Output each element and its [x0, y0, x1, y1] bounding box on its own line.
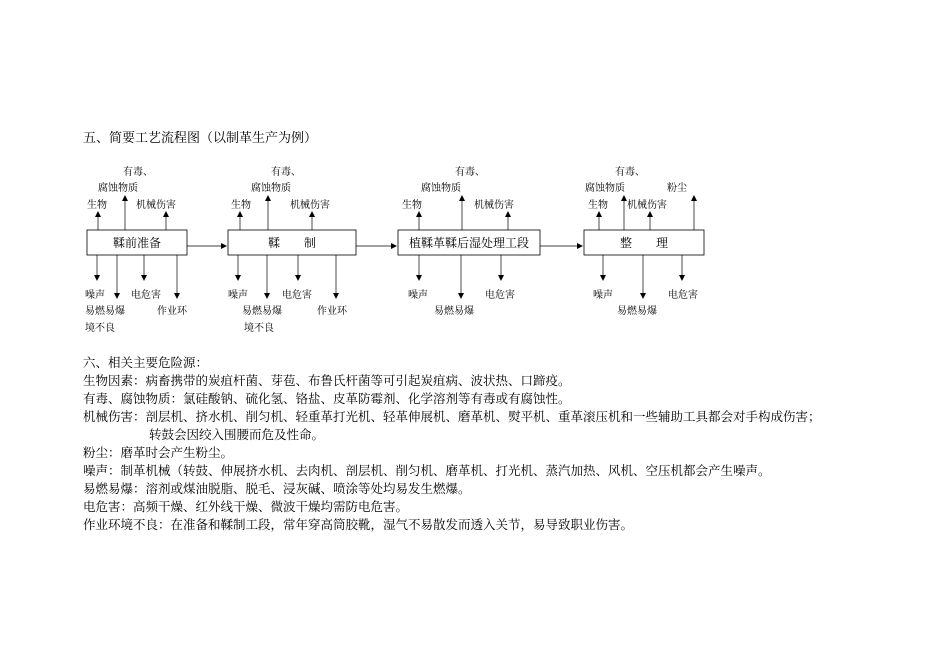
s2-label-env-1: 作业环: [317, 306, 347, 317]
s1-label-elec: 电危害: [131, 290, 161, 301]
s2-label-toxic-1: 有毒、: [271, 167, 301, 178]
s4-label-toxic-2: 腐蚀物质: [585, 183, 625, 194]
s1-label-mech: 机械伤害: [136, 200, 176, 211]
s3-label-mech: 机械伤害: [474, 200, 514, 211]
s3-label-toxic-1: 有毒、: [455, 167, 485, 178]
hazard-line-env: 作业环境不良：在准备和鞣制工段，常年穿高筒胶靴，湿气不易散发而透入关节，易导致职业伤害。: [83, 517, 634, 532]
s3-label-fire: 易燃易爆: [434, 306, 474, 317]
s1-label-env-1: 作业环: [157, 306, 187, 317]
section-5-title: 五、简要工艺流程图（以制革生产为例）: [83, 131, 318, 146]
stage-3-label: 植鞣革鞣后湿处理工段: [408, 236, 529, 250]
s2-label-bio: 生物: [231, 200, 251, 211]
s2-label-fire: 易燃易爆: [242, 306, 282, 317]
s4-label-elec: 电危害: [668, 290, 698, 301]
s1-label-fire: 易燃易爆: [85, 306, 125, 317]
hazard-line-mech-cont: 转鼓会因绞入围腰而危及性命。: [149, 427, 325, 442]
hazard-line-fire: 易燃易爆：溶剂或煤油脱脂、脱毛、浸灰碱、喷涂等处均易发生燃爆。: [83, 481, 471, 496]
hazard-line-noise: 噪声：制革机械（转鼓、伸展挤水机、去肉机、剖层机、削匀机、磨革机、打光机、蒸汽加热、风机、空压机都会产生噪声。: [83, 463, 771, 478]
s3-label-noise: 噪声: [408, 290, 428, 301]
s2-label-mech: 机械伤害: [290, 200, 330, 211]
stage-2-label: 鞣 制: [267, 236, 316, 250]
hazard-line-bio: 生物因素：病畜携带的炭疽杆菌、芽苞、布鲁氏杆菌等可引起炭疽病、波状热、口蹄疫。: [83, 373, 571, 388]
s4-label-toxic-1: 有毒、: [615, 167, 645, 178]
s2-label-noise: 噪声: [228, 290, 248, 301]
section-6-title: 六、相关主要危险源：: [83, 355, 209, 370]
s3-label-elec: 电危害: [485, 290, 515, 301]
s1-label-toxic-2: 腐蚀物质: [98, 183, 138, 194]
hazard-line-elec: 电危害：高频干燥、红外线干燥、微波干燥均需防电危害。: [83, 499, 409, 514]
s3-label-toxic-2: 腐蚀物质: [421, 183, 461, 194]
hazard-line-toxic: 有毒、腐蚀物质：氯硅酸钠、硫化氢、铬盐、皮革防霉剂、化学溶剂等有毒或有腐蚀性。: [83, 391, 571, 406]
s4-label-dust: 粉尘: [667, 183, 687, 194]
hazard-line-mech: 机械伤害：剖层机、挤水机、削匀机、轻重革打光机、轻革伸展机、磨革机、熨平机、重革滚压机和一些辅助工具都会对手构成伤害；: [83, 409, 821, 424]
s4-label-fire: 易燃易爆: [617, 306, 657, 317]
stage-1-label: 鞣前准备: [112, 236, 161, 250]
s1-label-toxic-1: 有毒、: [123, 167, 153, 178]
s1-label-env-2: 境不良: [85, 323, 115, 334]
stage-4-label: 整 理: [619, 236, 668, 250]
s2-label-env-2: 境不良: [244, 323, 274, 334]
s4-label-mech: 机械伤害: [627, 200, 667, 211]
s4-label-noise: 噪声: [593, 290, 613, 301]
s4-label-bio: 生物: [588, 200, 608, 211]
s1-label-noise: 噪声: [85, 290, 105, 301]
hazard-line-dust: 粉尘：磨革时会产生粉尘。: [83, 445, 234, 460]
s2-label-toxic-2: 腐蚀物质: [251, 183, 291, 194]
s2-label-elec: 电危害: [282, 290, 312, 301]
s1-label-bio: 生物: [87, 200, 107, 211]
s3-label-bio: 生物: [402, 200, 422, 211]
